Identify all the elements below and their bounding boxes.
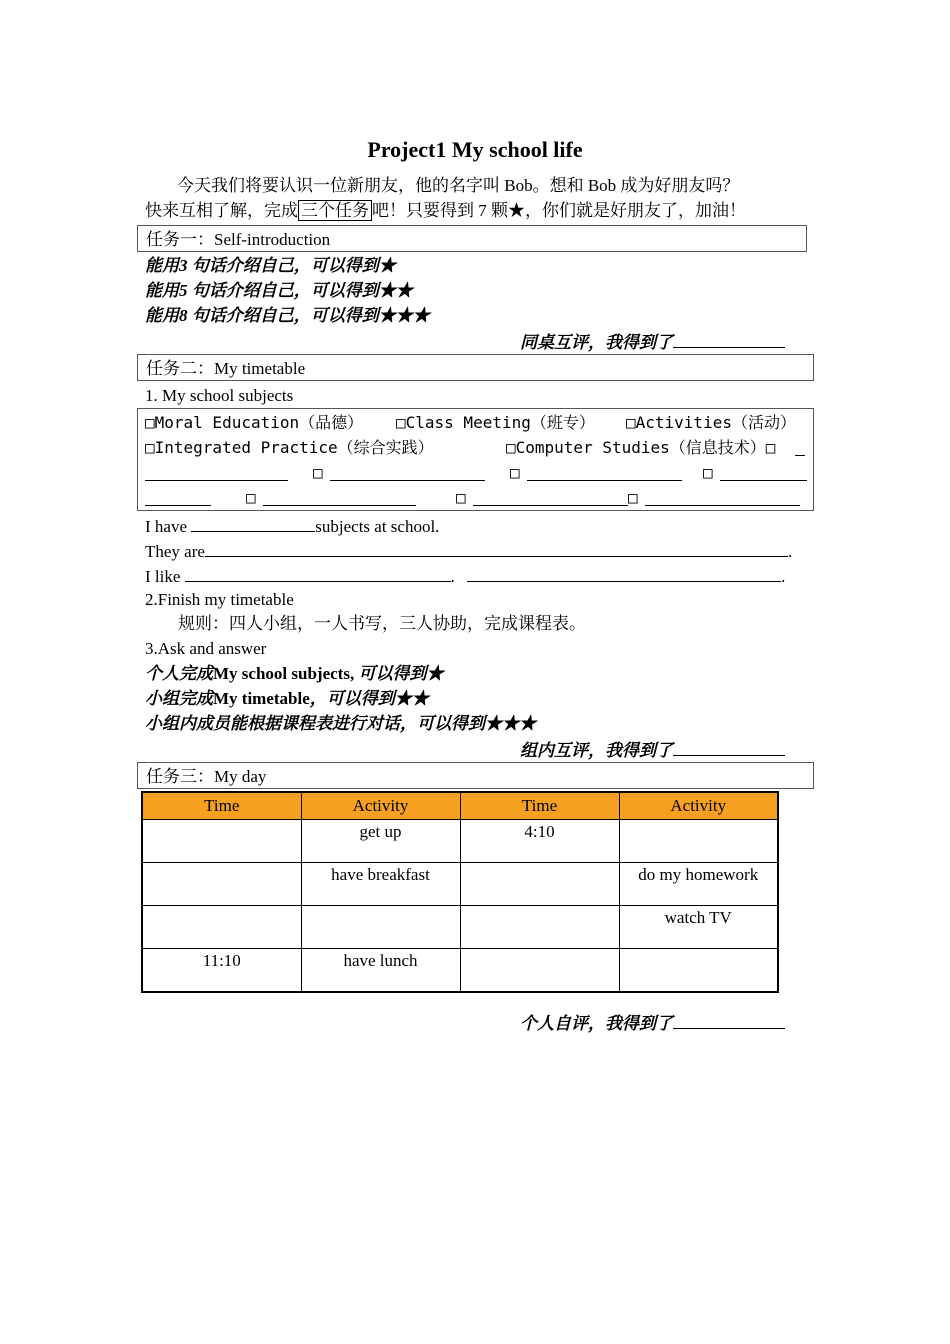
- task2-criterion-1: 个人完成My school subjects, 可以得到★: [145, 664, 444, 683]
- they-are-line: They are .: [145, 538, 792, 564]
- checkbox[interactable]: □: [313, 463, 323, 482]
- table-row: [142, 906, 778, 949]
- answer-blank[interactable]: [205, 538, 788, 557]
- table-cell[interactable]: [301, 906, 460, 949]
- subject-blank[interactable]: [145, 460, 288, 481]
- page-title: Project1 My school life: [367, 137, 583, 162]
- task2-criterion-3: 小组内成员能根据课程表进行对话，可以得到★★★: [145, 714, 536, 733]
- task2-criterion-2: 小组完成My timetable，可以得到★★: [145, 689, 429, 708]
- evaluation-blank[interactable]: [673, 329, 785, 348]
- answer-blank[interactable]: [467, 563, 781, 582]
- three-tasks-highlight: 三个任务: [298, 200, 372, 221]
- task3-box: 任务三：My day: [137, 762, 814, 789]
- task2-box: 任务二：My timetable: [137, 354, 814, 381]
- col-activity: Activity: [619, 792, 778, 820]
- table-cell[interactable]: 4:10: [460, 820, 619, 863]
- evaluation-blank[interactable]: [673, 737, 785, 756]
- table-row: [142, 863, 778, 906]
- table-cell[interactable]: watch TV: [619, 906, 778, 949]
- task1-criterion-3: 能用8 句话介绍自己，可以得到★★★: [145, 306, 430, 325]
- table-cell[interactable]: [460, 949, 619, 993]
- col-time: Time: [142, 792, 301, 820]
- subject-blank[interactable]: [645, 485, 800, 506]
- task1-box: 任务一：Self-introduction: [137, 225, 807, 252]
- table-cell[interactable]: [142, 820, 301, 863]
- i-like-line: I like . .: [145, 563, 785, 589]
- task2-sub3: 3.Ask and answer: [145, 639, 267, 658]
- table-cell[interactable]: do my homework: [619, 863, 778, 906]
- task1-criterion-1: 能用3 句话介绍自己，可以得到★: [145, 256, 396, 275]
- table-header-row: [142, 792, 778, 820]
- intro-line-1: 今天我们将要认识一位新朋友，他的名字叫 Bob。想和 Bob 成为好朋友吗？: [177, 176, 740, 195]
- checkbox[interactable]: □: [703, 463, 713, 482]
- intro-line-2: 快来互相了解，完成 三个任务 吧！只要得到 7 颗★，你们就是好朋友了，加油！: [145, 201, 746, 220]
- task1-evaluation: 同桌互评，我得到了: [520, 329, 785, 355]
- table-row: [142, 820, 778, 863]
- task2-sub2: 2.Finish my timetable: [145, 590, 294, 609]
- answer-blank[interactable]: [185, 563, 451, 582]
- task1-criterion-2: 能用5 句话介绍自己，可以得到★★: [145, 281, 413, 300]
- col-activity: Activity: [301, 792, 460, 820]
- subject-blank[interactable]: [473, 485, 628, 506]
- subject-moral[interactable]: □Moral Education（品德）: [145, 413, 364, 432]
- subject-integrated[interactable]: □Integrated Practice（综合实践）: [145, 438, 434, 457]
- checkbox[interactable]: □: [510, 463, 520, 482]
- task2-sub1: 1. My school subjects: [145, 386, 294, 405]
- table-cell[interactable]: [142, 906, 301, 949]
- evaluation-blank[interactable]: [673, 1010, 785, 1029]
- task3-evaluation: 个人自评，我得到了: [520, 1010, 785, 1036]
- subject-activities[interactable]: □Activities（活动）: [626, 413, 796, 432]
- subject-blank[interactable]: [795, 437, 805, 456]
- table-cell[interactable]: [619, 949, 778, 993]
- table-cell[interactable]: [619, 820, 778, 863]
- table-cell[interactable]: [142, 863, 301, 906]
- subject-blank[interactable]: [330, 460, 485, 481]
- subject-computer[interactable]: □Computer Studies（信息技术）□: [506, 438, 776, 457]
- table-cell[interactable]: have lunch: [301, 949, 460, 993]
- col-time: Time: [460, 792, 619, 820]
- checkbox[interactable]: □: [456, 488, 466, 507]
- task2-evaluation: 组内互评，我得到了: [520, 737, 785, 763]
- checkbox[interactable]: □: [628, 488, 638, 507]
- task2-rule: 规则：四人小组，一人书写，三人协助，完成课程表。: [178, 614, 586, 633]
- table-cell[interactable]: have breakfast: [301, 863, 460, 906]
- my-day-table: [141, 791, 779, 993]
- table-row: [142, 949, 778, 993]
- subject-blank[interactable]: [263, 485, 416, 506]
- table-cell[interactable]: [460, 863, 619, 906]
- table-cell[interactable]: 11:10: [142, 949, 301, 993]
- checkbox[interactable]: □: [246, 488, 256, 507]
- subject-blank[interactable]: [527, 460, 682, 481]
- table-cell[interactable]: get up: [301, 820, 460, 863]
- answer-blank[interactable]: [191, 513, 315, 532]
- table-cell[interactable]: [460, 906, 619, 949]
- i-have-line: I have subjects at school.: [145, 513, 439, 539]
- subject-class-meeting[interactable]: □Class Meeting（班专）: [396, 413, 595, 432]
- subject-blank[interactable]: [720, 460, 807, 481]
- subject-blank[interactable]: [145, 485, 211, 506]
